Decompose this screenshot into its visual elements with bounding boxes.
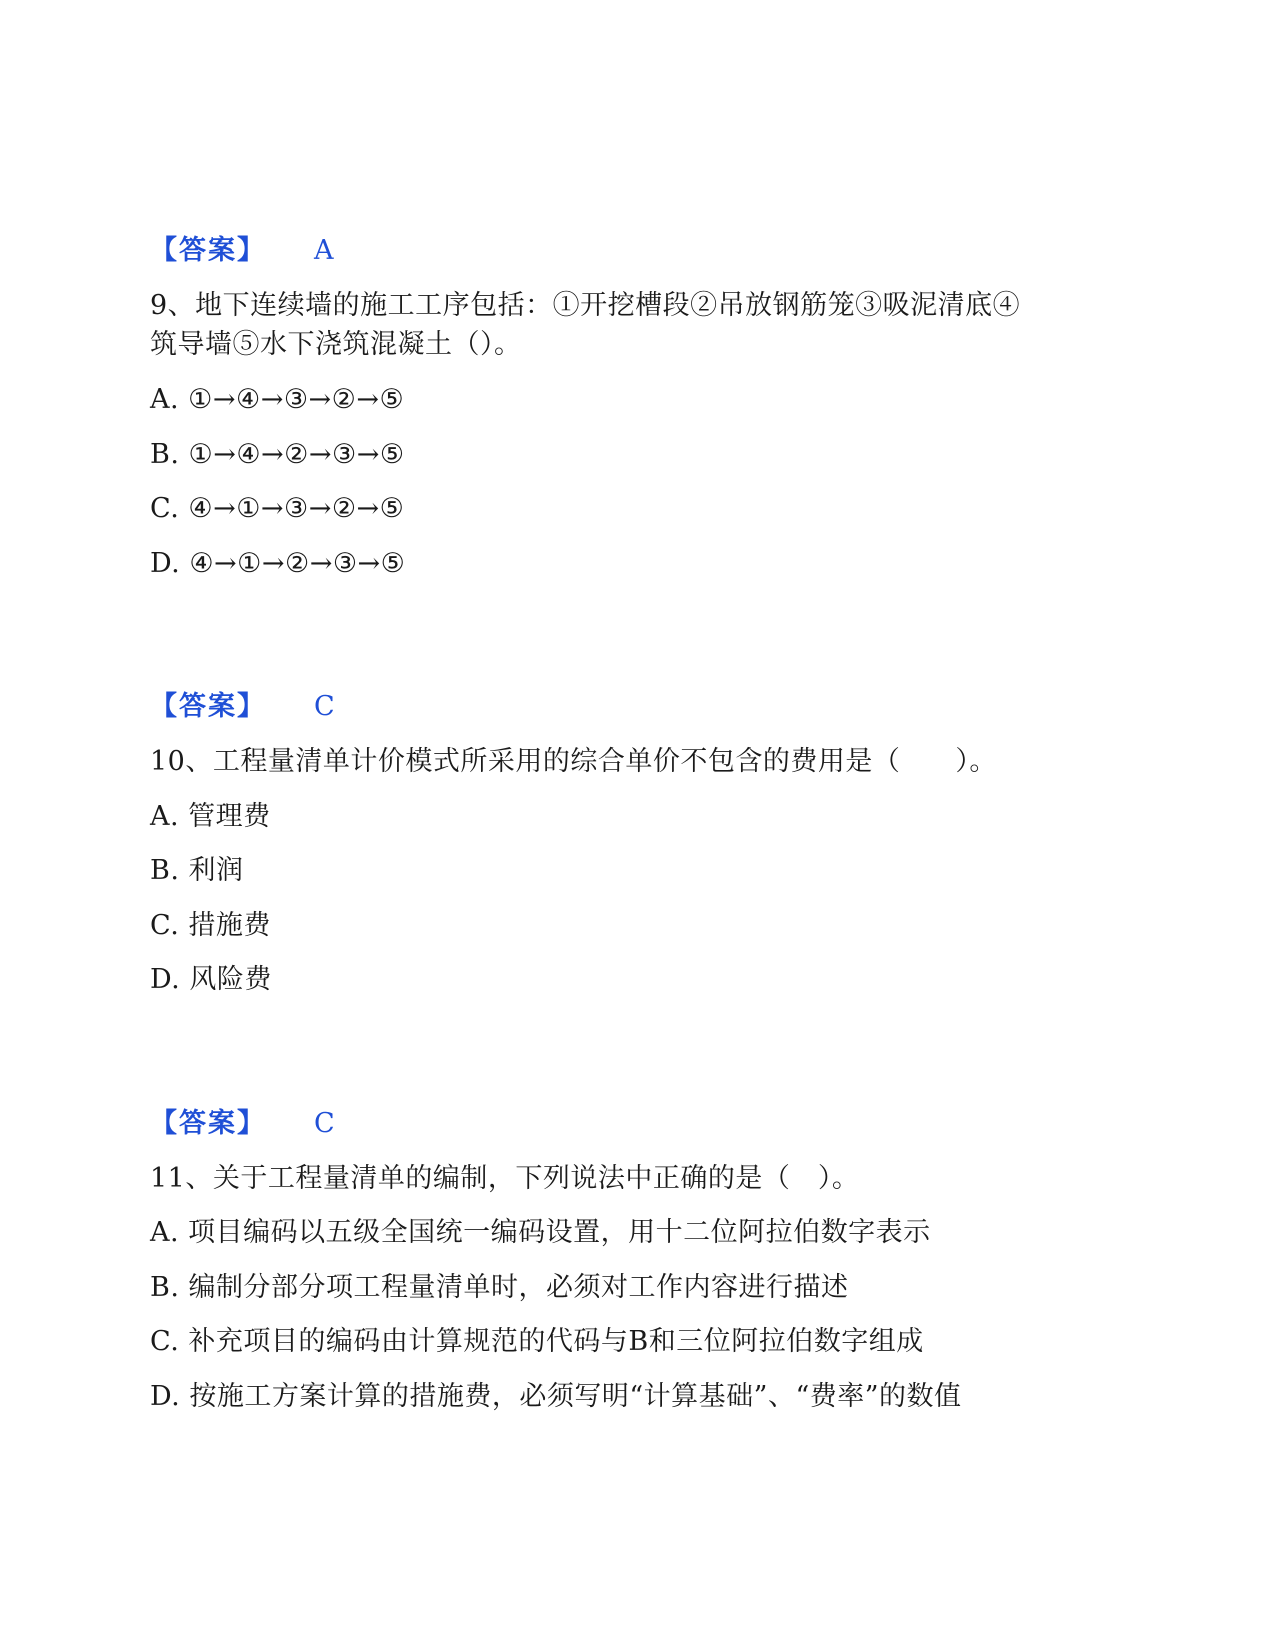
question-9-text-line1: 9、地下连续墙的施工工序包括：①开挖槽段②吊放钢筋笼③吸泥清底④ xyxy=(150,290,1021,321)
answer-value: C xyxy=(314,1108,335,1139)
question-10-text: 10、工程量清单计价模式所采用的综合单价不包含的费用是（ ）。 xyxy=(150,746,997,777)
question-9-option-c: C. ④→①→③→②→⑤ xyxy=(150,493,405,524)
question-10-option-d: D. 风险费 xyxy=(150,964,272,995)
question-11-option-b: B. 编制分部分项工程量清单时，必须对工作内容进行描述 xyxy=(150,1272,849,1303)
answer-label: 【答案】 xyxy=(150,1108,266,1139)
question-9-option-b: B. ①→④→②→③→⑤ xyxy=(150,439,405,470)
question-10-option-b: B. 利润 xyxy=(150,855,244,886)
answer-label: 【答案】 xyxy=(150,235,266,266)
question-11-option-a: A. 项目编码以五级全国统一编码设置，用十二位阿拉伯数字表示 xyxy=(150,1217,931,1248)
question-10-option-c: C. 措施费 xyxy=(150,910,271,941)
answer-row xyxy=(150,1104,335,1144)
question-11-text: 11、关于工程量清单的编制，下列说法中正确的是（ ）。 xyxy=(150,1163,860,1194)
answer-value: C xyxy=(314,691,335,722)
answer-row xyxy=(150,687,335,727)
question-11-option-c: C. 补充项目的编码由计算规范的代码与B和三位阿拉伯数字组成 xyxy=(150,1326,924,1357)
answer-row xyxy=(150,231,334,271)
question-11-option-d: D. 按施工方案计算的措施费，必须写明“计算基础”、“费率”的数值 xyxy=(150,1381,962,1412)
question-9-text-line2: 筑导墙⑤水下浇筑混凝土（）。 xyxy=(150,329,522,360)
question-9-option-a: A. ①→④→③→②→⑤ xyxy=(150,384,405,415)
question-10-option-a: A. 管理费 xyxy=(150,801,271,832)
answer-label: 【答案】 xyxy=(150,691,266,722)
answer-value: A xyxy=(314,235,334,266)
question-9-option-d: D. ④→①→②→③→⑤ xyxy=(150,548,406,579)
